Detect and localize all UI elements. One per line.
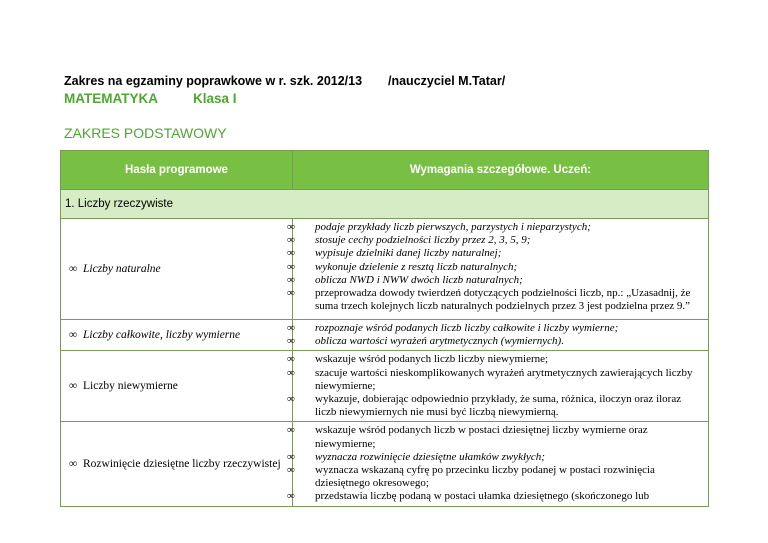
list-item: ∞ wykazuje, dobierając odpowiednio przykłady, że suma, różnica, iloczyn oraz iloraz liczb niewymiernych nie musi być liczbą niewymierną. <box>287 393 682 419</box>
topic-label: Rozwinięcie dziesiętne liczby rzeczywistej <box>83 458 281 471</box>
topic-label: Liczby całkowite, liczby wymierne <box>83 329 241 342</box>
list-item: ∞ przeprowadza dowody twierdzeń dotyczących podzielności liczb, np.: „Uzasadnij, że suma trzech kolejnych liczb naturalnych podzielnych przez 3 jest podzielna przez 9.” <box>287 287 691 313</box>
list-item: ∞ rozpoznaje wśród podanych liczb liczby całkowite i liczby wymierne; <box>287 322 619 334</box>
requirements-cell <box>287 351 709 422</box>
list-item: ∞ podaje przykłady liczb pierwszych, parzystych i nieparzystych; <box>287 221 591 233</box>
list-item: ∞ oblicza NWD i NWW dwóch liczb naturalnych; <box>287 273 523 286</box>
table-row <box>61 351 709 422</box>
list-item: ∞ wykonuje dzielenie z resztą liczb naturalnych; <box>287 260 518 273</box>
document-title: Zakres na egzaminy poprawkowe w r. szk. 2012/13 <box>64 74 363 88</box>
infinity-bullet-icon: ∞ <box>287 424 295 437</box>
topic-cell <box>61 351 293 422</box>
topic-cell <box>61 422 293 506</box>
topic-cell <box>61 320 293 351</box>
teacher-name: /nauczyciel M.Tatar/ <box>388 74 506 88</box>
list-item: ∞ oblicza wartości wyrażeń arytmetycznych (wymiernych). <box>287 335 564 348</box>
infinity-bullet-icon: ∞ <box>69 458 78 471</box>
table-row <box>61 422 709 506</box>
infinity-bullet-icon: ∞ <box>287 322 295 334</box>
infinity-bullet-icon: ∞ <box>69 380 78 393</box>
infinity-bullet-icon: ∞ <box>287 450 295 463</box>
infinity-bullet-icon: ∞ <box>287 393 295 406</box>
infinity-bullet-icon: ∞ <box>287 247 295 260</box>
list-item: ∞ wskazuje wśród podanych liczb w postaci dziesiętnej liczby wymierne oraz niewymierne; <box>287 424 648 450</box>
infinity-bullet-icon: ∞ <box>287 464 295 477</box>
column-header-topics: Hasła programowe <box>61 151 293 190</box>
infinity-bullet-icon: ∞ <box>287 221 295 233</box>
requirements-cell <box>287 320 709 351</box>
requirements-cell <box>287 219 709 320</box>
infinity-bullet-icon: ∞ <box>69 329 78 342</box>
infinity-bullet-icon: ∞ <box>287 353 295 366</box>
topic-label: Liczby niewymierne <box>83 380 178 393</box>
table-row <box>61 320 709 351</box>
list-item: ∞ wyznacza wskazaną cyfrę po przecinku liczby podanej w postaci rozwinięcia dziesiętnego okresowego; <box>287 464 655 490</box>
infinity-bullet-icon: ∞ <box>69 263 78 275</box>
list-item: ∞ przedstawia liczbę podaną w postaci ułamka dziesiętnego (skończonego lub <box>287 490 650 503</box>
infinity-bullet-icon: ∞ <box>287 234 295 247</box>
class-label: Klasa I <box>193 91 237 106</box>
list-item: ∞ wyznacza rozwinięcie dziesiętne ułamków zwykłych; <box>287 450 545 463</box>
infinity-bullet-icon: ∞ <box>287 287 295 300</box>
infinity-bullet-icon: ∞ <box>287 490 295 503</box>
column-header-requirements: Wymagania szczegółowe. Uczeń: <box>293 151 709 190</box>
infinity-bullet-icon: ∞ <box>287 273 295 286</box>
section-row: 1. Liczby rzeczywiste <box>61 190 709 219</box>
list-item: ∞ stosuje cechy podzielności liczby przez 2, 3, 5, 9; <box>287 234 531 247</box>
requirements-cell <box>287 422 709 506</box>
infinity-bullet-icon: ∞ <box>287 260 295 273</box>
list-item: ∞ wskazuje wśród podanych liczb liczby niewymierne; <box>287 353 549 366</box>
table-row <box>61 219 709 320</box>
topic-cell <box>61 219 293 320</box>
subject-label: MATEMATYKA <box>64 91 158 106</box>
section-heading: ZAKRES PODSTAWOWY <box>64 125 227 141</box>
list-item: ∞ szacuje wartości nieskomplikowanych wyrażeń arytmetycznych zawierających liczby niewymierne; <box>287 366 693 392</box>
requirements-table <box>60 150 709 507</box>
topic-label: Liczby naturalne <box>83 263 161 275</box>
list-item: ∞ wypisuje dzielniki danej liczby naturalnej; <box>287 247 502 260</box>
infinity-bullet-icon: ∞ <box>287 335 295 348</box>
infinity-bullet-icon: ∞ <box>287 366 295 379</box>
